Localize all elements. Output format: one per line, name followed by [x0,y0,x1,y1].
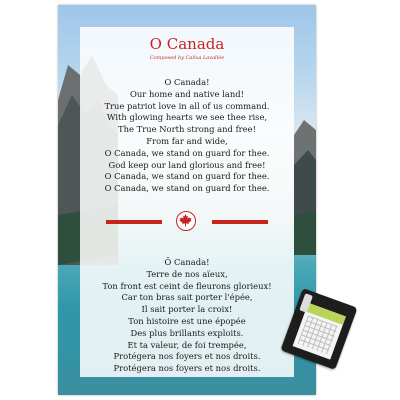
maple-leaf-icon [176,211,196,231]
verse-line: God keep our land glorious and free! [108,159,266,170]
verse-line: The True North strong and free! [118,124,256,135]
lyrics-panel [80,27,294,377]
poster-title: O Canada [149,35,225,53]
verse-line: From far and wide, [146,135,228,146]
verse-line: Ton front est ceint de fleurons glorieux! [102,280,272,291]
verse-line: Des plus brillants exploits. [130,327,244,338]
verse-line: True patriot love in all of us command. [104,100,270,111]
verse-line: Terre de nos aïeux, [146,268,228,279]
flag-divider [106,211,268,233]
verse-line: Car ton bras sait porter l'épée, [121,292,253,303]
calendar-page [293,303,346,360]
poster [58,5,316,395]
english-verse [80,77,294,195]
verse-line: O Canada! [164,77,210,87]
divider-bar-right [212,220,268,224]
french-verse [80,257,294,375]
verse-line: Ton histoire est une épopée [128,315,246,326]
divider-bar-left [106,220,162,224]
composer-credit: Composed by Calixa Lavallée [149,55,225,61]
verse-line: Protégera nos foyers et nos droits. [113,363,261,374]
verse-line: Our home and native land! [130,88,244,99]
verse-line: Il sait porter la croix! [141,304,233,315]
verse-line: O Canada, we stand on guard for thee. [104,147,270,158]
verse-line: O Canada, we stand on guard for thee. [104,171,270,182]
verse-line: Ô Canada! [164,257,210,267]
verse-line: With glowing hearts we see thee rise, [106,112,268,123]
verse-line: O Canada, we stand on guard for thee. [104,183,270,194]
verse-line: Protégera nos foyers et nos droits. [113,351,261,362]
verse-line: Et ta valeur, de foi trempée, [127,339,247,350]
